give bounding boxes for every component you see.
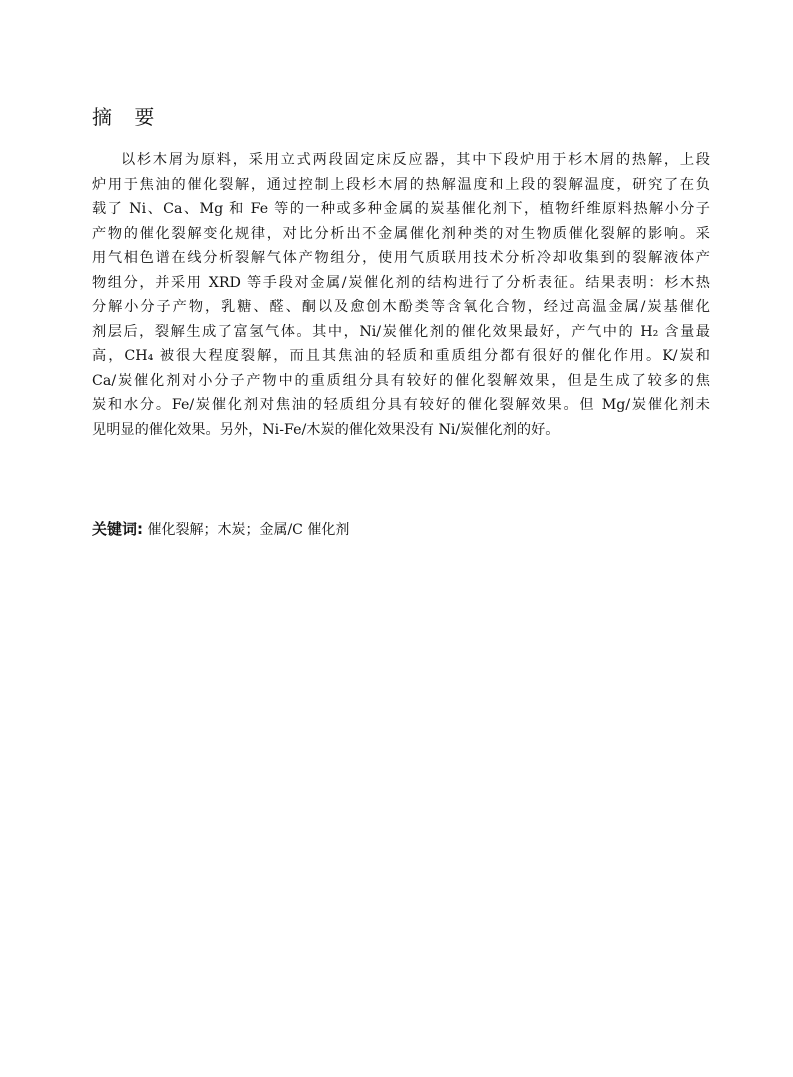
abstract-line: 见明显的催化效果。另外，Ni-Fe/木炭的催化效果没有 Ni/炭催化剂的好。 bbox=[92, 421, 560, 438]
abstract-line: 用气相色谱在线分析裂解气体产物组分，使用气质联用技术分析冷却收集到的裂解液体产 bbox=[92, 250, 710, 266]
abstract-line: 炭和水分。Fe/炭催化剂对焦油的轻质组分具有较好的催化裂解效果。但 Mg/炭催化剂未 bbox=[92, 397, 710, 413]
abstract-heading: 摘 要 bbox=[92, 105, 163, 129]
keywords-text: 催化裂解；木炭；金属/C 催化剂 bbox=[147, 522, 350, 538]
keywords-row bbox=[92, 518, 349, 539]
abstract-line: 剂层后，裂解生成了富氢气体。其中，Ni/炭催化剂的催化效果最好，产气中的 H₂ 含量最 bbox=[92, 323, 710, 340]
abstract-line: 以杉木屑为原料，采用立式两段固定床反应器，其中下段炉用于杉木屑的热解，上段 bbox=[121, 152, 710, 168]
abstract-line: 分解小分子产物，乳糖、醛、酮以及愈创木酚类等含氧化合物，经过高温金属/炭基催化 bbox=[92, 299, 710, 315]
abstract-line: 物组分，并采用 XRD 等手段对金属/炭催化剂的结构进行了分析表征。结果表明：杉木热 bbox=[92, 274, 710, 291]
abstract-line: 高，CH₄ 被很大程度裂解，而且其焦油的轻质和重质组分都有很好的催化作用。K/炭和 bbox=[92, 348, 710, 364]
abstract-line: Ca/炭催化剂对小分子产物中的重质组分具有较好的催化裂解效果，但是生成了较多的焦 bbox=[92, 372, 710, 389]
keywords-label: 关键词: bbox=[92, 520, 143, 538]
abstract-line: 产物的催化裂解变化规律，对比分析出不金属催化剂种类的对生物质催化裂解的影响。采 bbox=[92, 225, 710, 242]
abstract-line: 载了 Ni、Ca、Mg 和 Fe 等的一种或多种金属的炭基催化剂下，植物纤维原料热解小分子 bbox=[92, 201, 710, 217]
abstract-body bbox=[92, 148, 710, 442]
abstract-line: 炉用于焦油的催化裂解，通过控制上段杉木屑的热解温度和上段的裂解温度，研究了在负 bbox=[92, 176, 710, 193]
